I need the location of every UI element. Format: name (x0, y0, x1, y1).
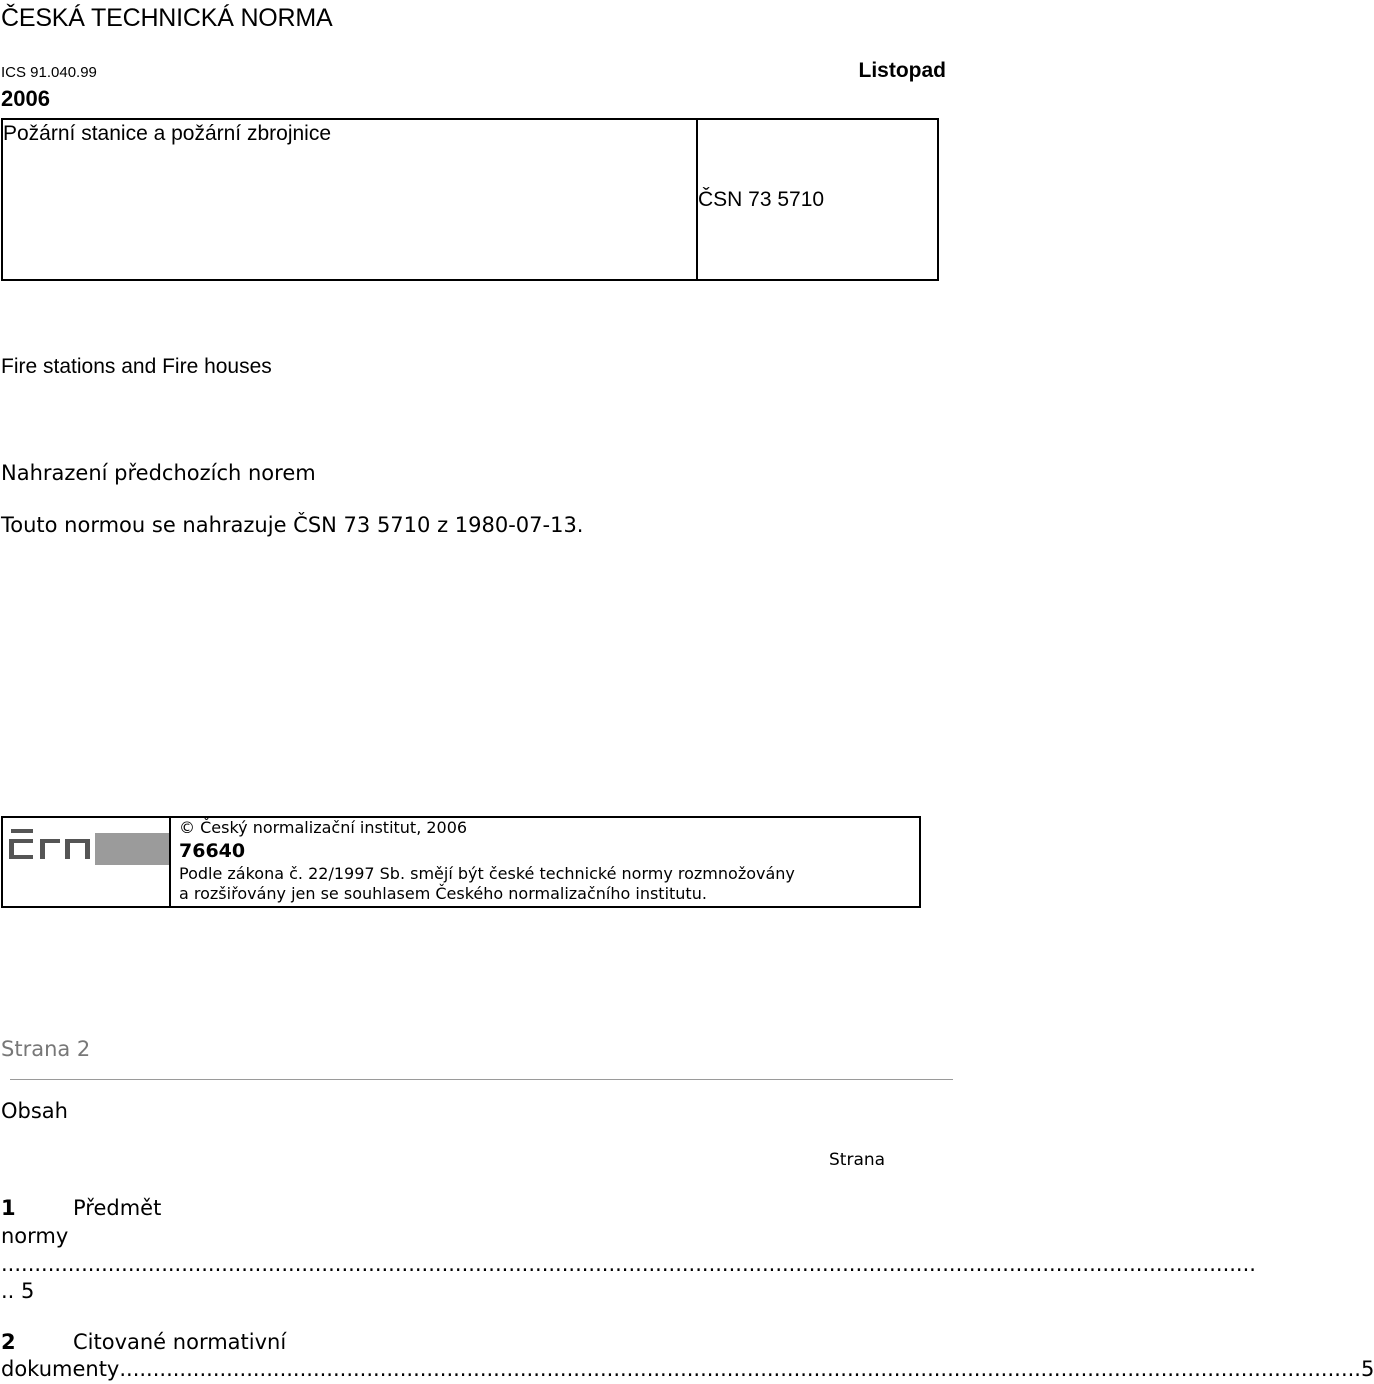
replacement-text: Touto normou se nahrazuje ČSN 73 5710 z 1980-07-13. (1, 513, 584, 537)
copyright-box (1, 816, 921, 908)
toc-leader-dots: ............................................................................................................................................................................................ (1, 1252, 1256, 1276)
toc-item-title[interactable]: Předmět (73, 1196, 162, 1220)
toc-item-title-continued[interactable]: normy (1, 1224, 69, 1248)
issue-month: Listopad (858, 59, 946, 82)
toc-item-title-continued[interactable]: dokumenty (1, 1357, 120, 1381)
toc-item-page: .. 5 (1, 1279, 35, 1303)
catalog-number: 76640 (179, 840, 246, 862)
toc-item-number: 2 (1, 1330, 16, 1354)
copyright-notice-line-1: Podle zákona č. 22/1997 Sb. smějí být české technické normy rozmnožovány (179, 864, 795, 883)
toc-item-page: 5 (1360, 1357, 1374, 1381)
copyright-holder: © Český normalizační institut, 2006 (179, 818, 468, 837)
page-label: Strana 2 (1, 1037, 91, 1061)
standard-title-english: Fire stations and Fire houses (1, 355, 272, 378)
replacement-heading: Nahrazení předchozích norem (1, 461, 316, 485)
cni-logo-icon (9, 829, 169, 871)
document-header-title: ČESKÁ TECHNICKÁ NORMA (1, 4, 333, 32)
title-box (1, 118, 939, 281)
page-column-label: Strana (829, 1150, 886, 1170)
standard-title-czech: Požární stanice a požární zbrojnice (3, 122, 332, 145)
copyright-box-divider (169, 818, 171, 906)
issue-year: 2006 (1, 86, 50, 111)
standard-code: ČSN 73 5710 (698, 188, 825, 211)
toc-leader-dots: .......................................................................................................................................................................................... (119, 1357, 1361, 1381)
toc-item-title[interactable]: Citované normativní (73, 1330, 287, 1354)
ics-code: ICS 91.040.99 (1, 64, 97, 81)
toc-item-number: 1 (1, 1196, 16, 1220)
copyright-notice-line-2: a rozšiřovány jen se souhlasem Českého normalizačního institutu. (179, 884, 707, 903)
horizontal-rule (10, 1079, 953, 1080)
toc-item-line (1, 1357, 1374, 1381)
contents-heading: Obsah (1, 1099, 68, 1123)
